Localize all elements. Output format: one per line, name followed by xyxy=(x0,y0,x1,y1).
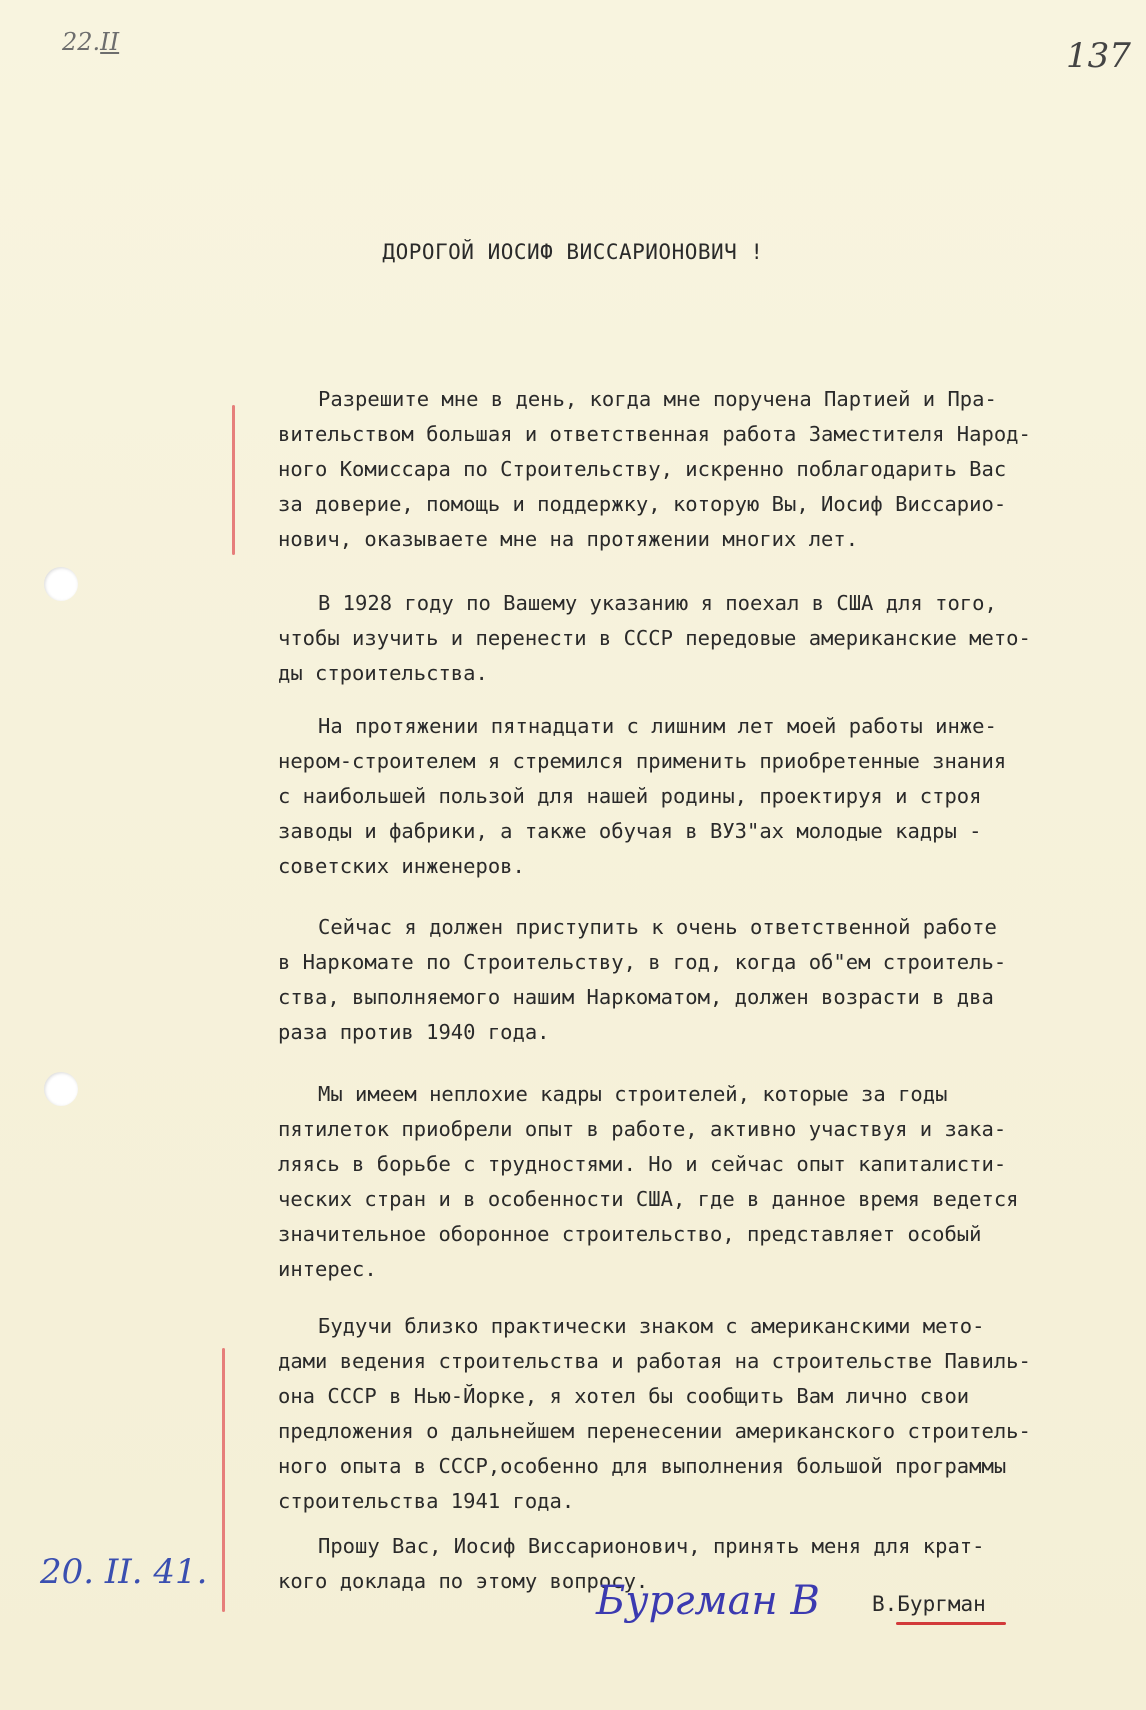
archive-ref-day: 22. xyxy=(62,28,101,56)
paragraph-line: заводы и фабрики, а также обучая в ВУЗ"ах молодые кадры - xyxy=(278,819,982,843)
paragraph-line: Сейчас я должен приступить к очень ответственной работе xyxy=(318,915,997,939)
paragraph-line: кого доклада по этому вопросу. xyxy=(278,1569,649,1593)
letter-salutation: ДОРОГОЙ ИОСИФ ВИССАРИОНОВИЧ ! xyxy=(382,240,764,264)
paragraph-line: нером-строителем я стремился применить приобретенные знания xyxy=(278,749,1007,773)
paragraph-line: ды строительства. xyxy=(278,661,488,685)
paragraph-3 xyxy=(278,709,1098,884)
paragraph-line: предложения о дальнейшем перенесении американского строитель- xyxy=(278,1419,1031,1443)
paragraph-line: за доверие, помощь и поддержку, которую Вы, Иосиф Виссарио- xyxy=(278,492,1007,516)
paragraph-line: Разрешите мне в день, когда мне поручена Партией и Пра- xyxy=(318,387,997,411)
archive-ref-month: II xyxy=(100,28,120,56)
handwritten-signature: Бургман В xyxy=(596,1578,820,1624)
paragraph-line: интерес. xyxy=(278,1257,377,1281)
paragraph-line: она СССР в Нью-Йорке, я хотел бы сообщить Вам лично свои xyxy=(278,1384,970,1408)
paragraph-2 xyxy=(278,586,1098,691)
punch-hole-bottom xyxy=(44,1072,78,1106)
paragraph-line: Будучи близко практически знаком с американскими мето- xyxy=(318,1314,985,1338)
paragraph-line: ного Комиссара по Строительству, искренно поблагодарить Вас xyxy=(278,457,1007,481)
paragraph-line: Мы имеем неплохие кадры строителей, которые за годы xyxy=(318,1082,948,1106)
paragraph-line: В 1928 году по Вашему указанию я поехал в США для того, xyxy=(318,591,997,615)
paragraph-6 xyxy=(278,1309,1098,1519)
paragraph-line: пятилеток приобрели опыт в работе, активно участвуя и зака- xyxy=(278,1117,1007,1141)
margin-mark-red-1 xyxy=(232,405,235,555)
paragraph-line: строительства 1941 года. xyxy=(278,1489,575,1513)
paragraph-line: раза против 1940 года. xyxy=(278,1020,550,1044)
paragraph-line: ства, выполняемого нашим Наркоматом, должен возрасти в два xyxy=(278,985,994,1009)
paragraph-line: советских инженеров. xyxy=(278,854,525,878)
folio-number: 137 xyxy=(1066,36,1131,76)
paragraph-line: ческих стран и в особенности США, где в данное время ведется xyxy=(278,1187,1019,1211)
punch-hole-top xyxy=(44,567,78,601)
paragraph-line: значительное оборонное строительство, представляет особый xyxy=(278,1222,982,1246)
paragraph-line: ного опыта в СССР,особенно для выполнения большой программы xyxy=(278,1454,1007,1478)
archive-reference xyxy=(62,28,119,56)
margin-mark-red-2 xyxy=(222,1348,225,1612)
paragraph-line: На протяжении пятнадцати с лишним лет моей работы инже- xyxy=(318,714,997,738)
red-underline xyxy=(896,1622,1006,1625)
paragraph-line: в Наркомате по Строительству, в год, когда об"ем строитель- xyxy=(278,950,1007,974)
paragraph-line: вительством большая и ответственная работа Заместителя Народ- xyxy=(278,422,1031,446)
paragraph-4 xyxy=(278,910,1098,1050)
paragraph-line: нович, оказываете мне на протяжении многих лет. xyxy=(278,527,859,551)
paragraph-5 xyxy=(278,1077,1098,1287)
paragraph-line: дами ведения строительства и работая на строительстве Павиль- xyxy=(278,1349,1031,1373)
handwritten-date: 20. II. 41. xyxy=(40,1552,208,1592)
paragraph-line: чтобы изучить и перенести в СССР передовые американские мето- xyxy=(278,626,1031,650)
paragraph-line: Прошу Вас, Иосиф Виссарионович, принять меня для крат- xyxy=(318,1534,985,1558)
paragraph-1 xyxy=(278,382,1098,557)
typed-signature: В.Бургман xyxy=(872,1592,986,1616)
paragraph-line: с наибольшей пользой для нашей родины, проектируя и строя xyxy=(278,784,982,808)
paragraph-line: ляясь в борьбе с трудностями. Но и сейчас опыт капиталисти- xyxy=(278,1152,1007,1176)
